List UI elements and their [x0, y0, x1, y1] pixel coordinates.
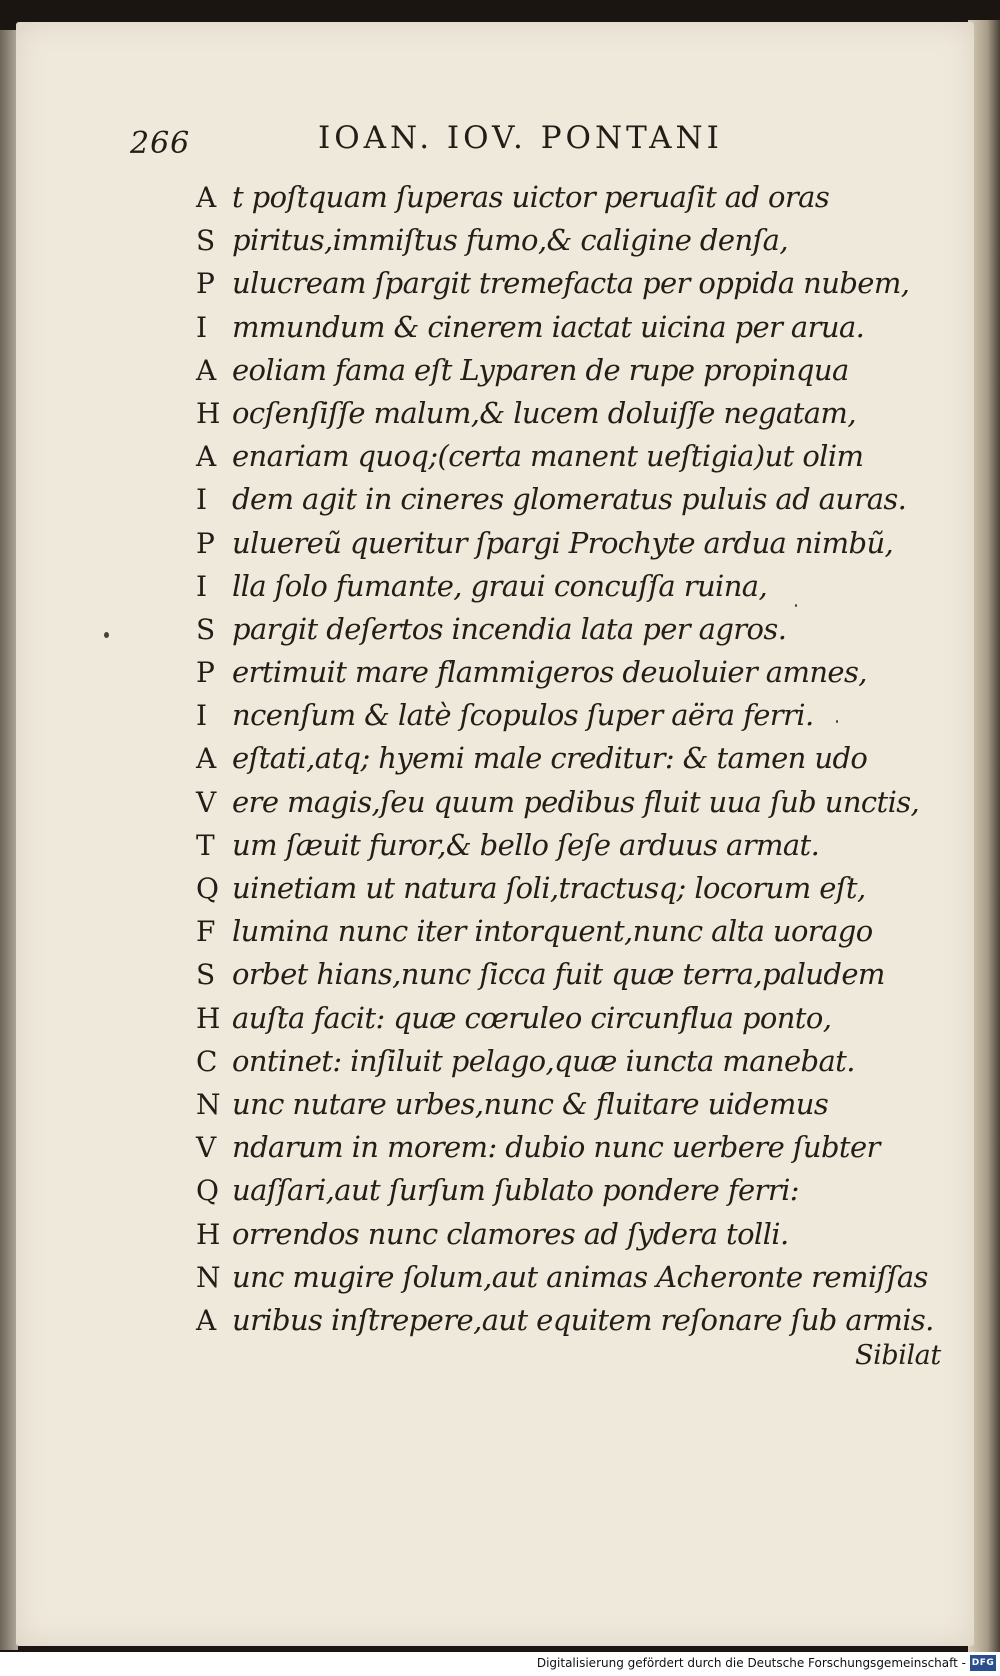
- verse-line: [196, 262, 956, 305]
- verse-initial: A: [196, 1303, 217, 1337]
- verse-initial: F: [196, 915, 216, 949]
- verse-text: mmundum & cinerem iactat uicina per arua.: [232, 309, 865, 344]
- verse-text: ere magis,ſeu quum pedibus fluit uua ſub unctis,: [232, 784, 920, 819]
- verse-initial: I: [196, 310, 208, 344]
- verse-text: ulucream ſpargit tremefacta per oppida nubem,: [232, 266, 910, 301]
- verse-text: unc mugire ſolum,aut animas Acheronte remiſſas: [232, 1259, 928, 1294]
- verse-text: uribus inſtrepere,aut equitem reſonare ſub armis.: [232, 1302, 934, 1337]
- verse-initial: A: [196, 181, 217, 214]
- verse-text: uaſſari,aut ſurſum ſublato pondere ferri:: [232, 1173, 799, 1208]
- verse-line: [196, 608, 956, 651]
- verse-initial: H: [196, 1217, 221, 1251]
- verse-text: ocſenſiſſe malum,& lucem doluiſſe negatam,: [232, 395, 856, 430]
- verse-text: eoliam fama eſt Lyparen de rupe propinqua: [232, 352, 849, 387]
- verse-text: uinetiam ut natura ſoli,tractusq; locorum eſt,: [232, 871, 866, 905]
- verse-line: [196, 1083, 956, 1126]
- verse-text: pargit deſertos incendia lata per agros.: [232, 611, 787, 646]
- verse-initial: Q: [196, 872, 219, 905]
- verse-initial: S: [196, 224, 216, 258]
- verse-line: [196, 824, 956, 867]
- verse-line: [196, 781, 956, 824]
- verse-initial: T: [196, 828, 215, 862]
- verse-text: eſtati,atq; hyemi male creditur: & tamen udo: [232, 741, 868, 776]
- verse-initial: H: [196, 1001, 221, 1035]
- verse-line: [196, 1299, 956, 1342]
- verse-line: [196, 522, 956, 565]
- funding-notice: Digitalisierung gefördert durch die Deutsche Forschungsgemeinschaft -: [536, 1656, 966, 1670]
- verse-initial: N: [196, 1087, 221, 1121]
- verse-initial: Q: [196, 1174, 219, 1208]
- verse-line: [196, 478, 956, 521]
- verse-line: [196, 1126, 956, 1169]
- catchword: Sibilat: [855, 1340, 941, 1371]
- verse-text: orrendos nunc clamores ad ſydera tolli.: [232, 1216, 789, 1251]
- verse-initial: S: [196, 612, 216, 646]
- verse-line: [196, 1256, 956, 1299]
- verse-text: unc nutare urbes,nunc & fluitare uidemus: [232, 1086, 829, 1121]
- verse-initial: P: [196, 526, 215, 560]
- verse-line: [196, 651, 956, 694]
- verse-line: [196, 1213, 956, 1256]
- verse-initial: A: [196, 353, 217, 387]
- verse-line: [196, 867, 956, 910]
- verse-text: ertimuit mare flammigeros deuoluier amnes,: [232, 655, 867, 690]
- verse-initial: I: [196, 483, 208, 517]
- verse-text: auſta facit: quæ cœruleo circunflua ponto,: [232, 1000, 832, 1035]
- verse-line: [196, 953, 956, 996]
- verse-line: [196, 306, 956, 349]
- verse-initial: I: [196, 569, 208, 603]
- verse-line: [196, 349, 956, 392]
- verse-line: [196, 219, 956, 262]
- verse-text: ontinet: inſiluit pelago,quæ iuncta manebat.: [232, 1043, 855, 1078]
- verse-initial: P: [196, 656, 215, 690]
- verse-text: ndarum in morem: dubio nunc uerbere ſubter: [232, 1130, 880, 1165]
- verse-text: orbet hians,nunc ſicca fuit quæ terra,paludem: [232, 957, 885, 992]
- verse-text: um ſæuit furor,& bello ſeſe arduus armat.: [232, 827, 820, 862]
- verse-initial: A: [196, 440, 217, 474]
- verse-line: [196, 392, 956, 435]
- verse-initial: I: [196, 699, 208, 733]
- verse-text: lumina nunc iter intorquent,nunc alta uorago: [232, 914, 873, 949]
- page-number: 266: [130, 126, 191, 161]
- verse-initial: V: [196, 785, 217, 819]
- verse-initial: H: [196, 396, 221, 430]
- verse-text: enariam quoq;(certa manent ueſtigia)ut olim: [232, 439, 864, 474]
- verse-line: [196, 1040, 956, 1083]
- verse-line: [196, 176, 956, 219]
- verse-line: [196, 565, 956, 608]
- verse-text: lla ſolo fumante, graui concuſſa ruina,: [232, 568, 768, 603]
- verse-line: [196, 997, 956, 1040]
- verse-line: [196, 435, 956, 478]
- verse-initial: C: [196, 1044, 218, 1078]
- ink-speck: [104, 632, 109, 638]
- verse-initial: V: [196, 1131, 217, 1165]
- verse-text: t poſtquam ſuperas uictor peruaſit ad oras: [232, 180, 830, 214]
- verse-line: [196, 910, 956, 953]
- verse-block: [196, 176, 956, 1342]
- verse-text: ncenſum & latè ſcopulos ſuper aëra ferri.: [232, 698, 814, 733]
- verse-text: dem agit in cineres glomeratus puluis ad auras.: [232, 482, 907, 517]
- verse-initial: S: [196, 958, 216, 992]
- verse-line: [196, 737, 956, 780]
- verse-initial: A: [196, 742, 217, 776]
- verse-text: piritus,immiſtus fumo,& caligine denſa,: [232, 223, 788, 258]
- verse-initial: N: [196, 1260, 221, 1294]
- verse-line: [196, 694, 956, 737]
- verse-text: uluereũ queritur ſpargi Prochyte ardua nimbũ,: [232, 525, 894, 560]
- digitization-footer: [0, 1652, 1000, 1676]
- dfg-logo: DFG: [970, 1655, 996, 1671]
- running-head: IOAN. IOV. PONTANI: [318, 120, 723, 156]
- verse-line: [196, 1169, 956, 1212]
- verse-initial: P: [196, 267, 215, 301]
